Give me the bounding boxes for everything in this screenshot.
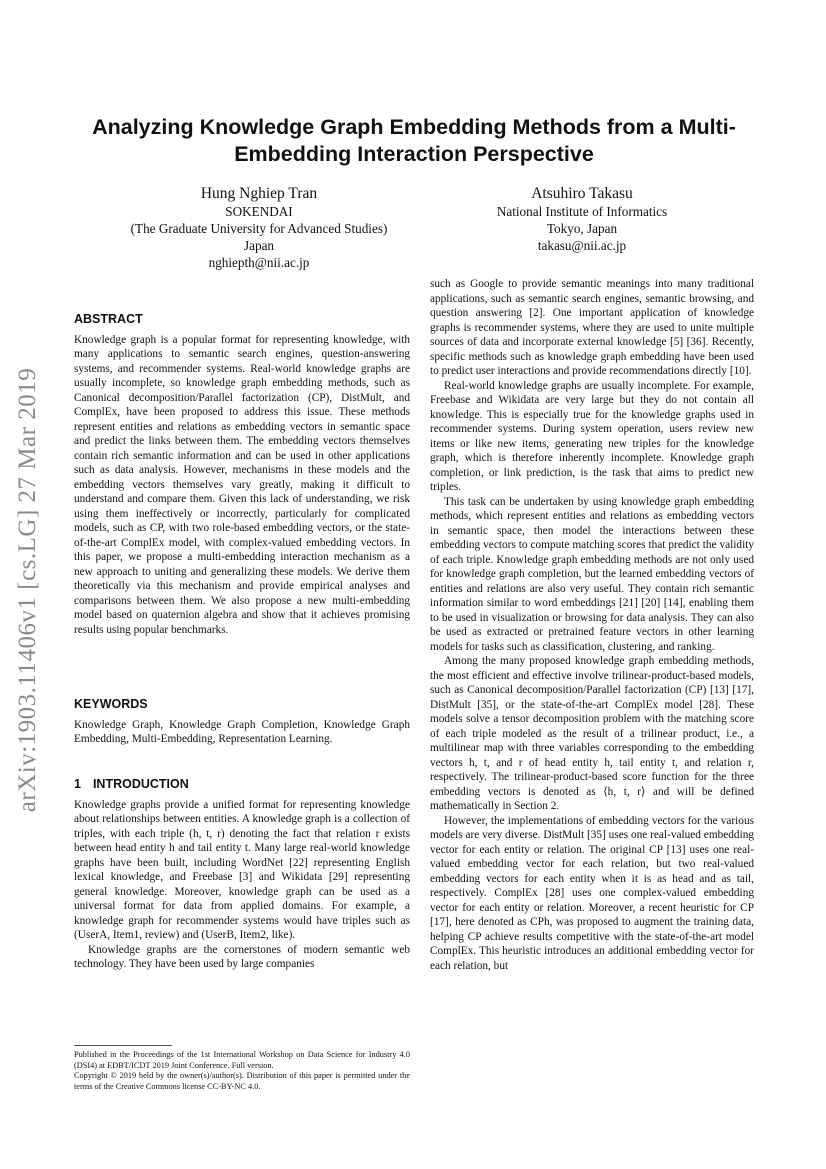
publication-note: Published in the Proceedings of the 1st International Workshop on Data Science for Industry 4.0 (DSI4) at EDBT/ICDT 2019 Joint Conference. Full version. <box>74 1050 410 1070</box>
author-block-1 <box>74 184 444 271</box>
body-paragraph: Knowledge graphs are the cornerstones of modern semantic web technology. They have been used by large companies <box>74 943 410 970</box>
right-column <box>430 277 754 973</box>
abstract-heading: ABSTRACT <box>74 312 143 326</box>
keywords-section <box>74 697 410 747</box>
body-paragraph: Knowledge graphs provide a unified format for representing knowledge about relationships between entities. A knowledge graph is a collection of triples, with each triple (h, t, r) denoting the fact that relation r exists between head entity h and tail entity t. Many large real-world knowledge graphs have been built, including WordNet [22] representing English lexical knowledge, and Freebase [3] and Wikidata [29] representing general knowledge. Moreover, knowledge graph can be used as a universal format for data from applied domains. For example, a knowledge graph for recommender systems would have triples such as (UserA, Item1, review) and (UserB, Item2, like). <box>74 798 410 941</box>
introduction-section <box>74 777 410 972</box>
abstract-text: Knowledge graph is a popular format for representing knowledge, with many applications to semantic search engines, question-answering systems, and recommender systems. Real-world knowledge graphs are usually incomplete, so knowledge graph embedding methods, such as Canonical decomposition/Parallel factorization (CP), DistMult, and ComplEx, have been proposed to address this issue. These methods represent entities and relations as embedding vectors in semantic space and predict the links between them. The embedding vectors themselves contain rich semantic information and can be used in other applications such as data analysis. However, mechanisms in these models and the embedding vectors themselves vary greatly, making it difficult to understand and compare them. Given this lack of understanding, we risk using them ineffectively or incorrectly, particularly for complicated models, such as CP, with two role-based embedding vectors, or the state-of-the-art ComplEx model, with complex-valued embedding vectors. In this paper, we propose a multi-embedding interaction mechanism as a new approach to uniting and generalizing these models. We derive them theoretically via this mechanism and provide empirical analyses and comparisons between them. We also propose a new multi-embedding model based on quaternion algebra and show that it achieves promising results using popular benchmarks. <box>74 333 410 636</box>
body-paragraph: Real-world knowledge graphs are usually incomplete. For example, Freebase and Wikidata are very large but they do not contain all knowledge. This is especially true for the knowledge graphs used in recommender systems. During system operation, users review new items or like new items, generating new triples for the knowledge graph, which is therefore inherently incomplete. Knowledge graph completion, or link prediction, is the task that aims to predict new triples. <box>430 379 754 493</box>
arxiv-identifier: arXiv:1903.11406v1 [cs.LG] 27 Mar 2019 <box>14 367 41 813</box>
body-paragraph: Among the many proposed knowledge graph embedding methods, the most efficient and effective involve trilinear-product-based models, such as Canonical decomposition/Parallel factorization (CP) [13] [17], DistMult [35], or the state-of-the-art ComplEx model [28]. These models solve a tensor decomposition problem with the matching score of each triple modeled as the result of a trilinear product, i.e., a multilinear map with three variables corresponding to the embedding vectors h, t, and r of head entity h, tail entity t, and relation r, respectively. The trilinear-product-based score function for the three embedding vectors is denoted as ⟨h, t, r⟩ and will be defined mathematically in Section 2. <box>430 655 754 812</box>
body-paragraph: However, the implementations of embedding vectors for the various models are very diverse. DistMult [35] uses one real-valued embedding vector for each entity or relation. The original CP [13] uses one real-valued embedding vector for each relation, but two real-valued embedding vectors for each entity when it is as head and as tail, respectively. ComplEx [28] uses one complex-valued embedding vector for each entity or relation. Moreover, a recent heuristic for CP [17], here denoted as CPh, was proposed to augment the training data, helping CP achieve results competitive with the state-of-the-art model ComplEx. This heuristic introduces an additional embedding vector for each relation, but <box>430 814 754 972</box>
author-location: Tokyo, Japan <box>546 221 618 236</box>
author-email: nghiepth@nii.ac.jp <box>208 255 310 270</box>
arxiv-sidebar-stamp <box>4 330 52 850</box>
body-paragraph: such as Google to provide semantic meanings into many traditional applications, such as semantic search engines, semantic browsing, and question answering [2]. One important application of knowledge graphs is recommender systems, where they are used to unite multiple sources of data and incorporate external knowledge [5] [36]. Recently, specific methods such as knowledge graph embedding have been used to predict user interactions and provide recommendations directly [10]. <box>430 278 754 377</box>
body-paragraph: This task can be undertaken by using knowledge graph embedding methods, which represent entities and relations as embedding vectors in semantic space, then model the interactions between these embedding vectors to compute matching scores that predict the validity of each triple. Knowledge graph embedding methods are not only used for knowledge graph completion, but the learned embedding vectors of entities and relations are also very useful. They contain rich semantic information similar to word embeddings [21] [20] [14], enabling them to be used in visualization or browsing for data analysis. They can also be used as extracted or pretrained feature vectors in other learning models for tasks such as classification, clustering, and ranking. <box>430 495 754 653</box>
section-number: 1 <box>74 777 81 791</box>
author-name: Hung Nghiep Tran <box>200 185 318 202</box>
author-block-2 <box>432 184 732 254</box>
footnote <box>74 1050 410 1092</box>
section-heading <box>74 777 410 792</box>
footnote-divider <box>74 1045 172 1046</box>
abstract-section <box>74 312 410 637</box>
author-email: takasu@nii.ac.jp <box>537 238 627 253</box>
keywords-heading: KEYWORDS <box>74 697 148 711</box>
author-country: Japan <box>243 238 275 253</box>
keywords-text: Knowledge Graph, Knowledge Graph Completion, Knowledge Graph Embedding, Multi-Embedding, Representation Learning. <box>74 718 410 745</box>
author-affiliation: National Institute of Informatics <box>496 204 668 219</box>
copyright-note: Copyright © 2019 held by the owner(s)/author(s). Distribution of this paper is permitted under the terms of the Creative Commons license CC-BY-NC 4.0. <box>74 1071 410 1091</box>
paper-title: Analyzing Knowledge Graph Embedding Methods from a Multi-Embedding Interaction Perspective <box>92 115 736 166</box>
author-affiliation: (The Graduate University for Advanced Studies) <box>130 221 388 236</box>
author-name: Atsuhiro Takasu <box>531 185 633 202</box>
section-title: INTRODUCTION <box>92 777 189 791</box>
author-affiliation: SOKENDAI <box>225 204 293 219</box>
